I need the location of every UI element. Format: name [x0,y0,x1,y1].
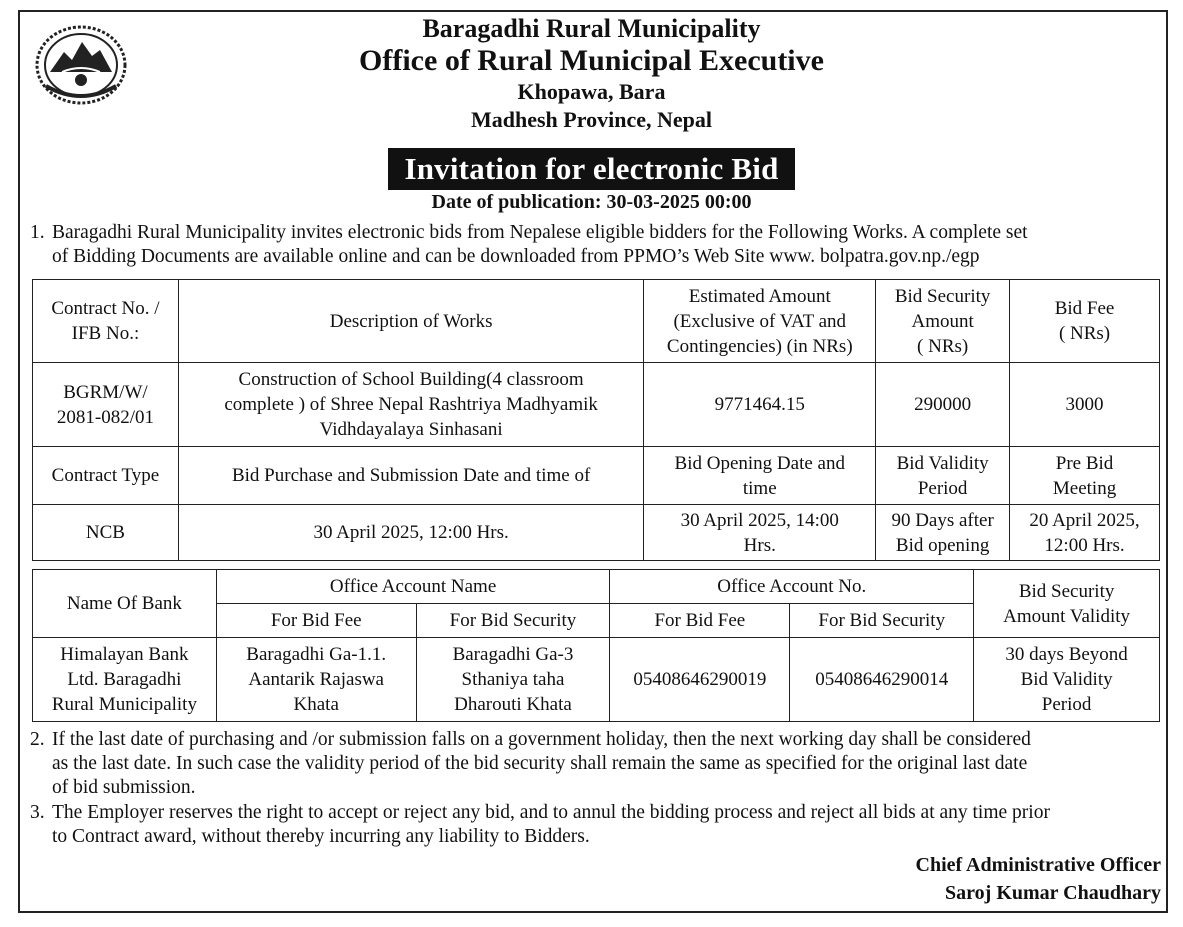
table-cell: 1. [30,222,45,243]
table-cell: If the last date of purchasing and /or submission falls on a government holiday, then the next working day shall be considered [52,729,1031,750]
table-cell: Amount [911,310,974,332]
signatory-name: Saroj Kumar Chaudhary [945,882,1161,904]
table-row [33,638,1160,722]
table-cell: 9771464.15 [644,363,876,447]
table-cell: 290000 [876,363,1010,447]
table-cell: 20 April 2025, [1029,509,1140,531]
table-cell [33,363,179,447]
table-cell: For Bid Fee [216,604,416,638]
table-cell: Bid Purchase and Submission Date and time of [178,447,643,505]
table-cell: Aantarik Rajaswa [248,669,384,690]
province-line: Madhesh Province, Nepal [471,107,712,132]
table-cell: Contract Type [33,447,179,505]
table-cell: Pre Bid [1055,452,1114,474]
table-cell: Name Of Bank [33,570,217,638]
table-cell [33,280,179,363]
municipality-name: Baragadhi Rural Municipality [422,14,761,43]
table-cell: Contract No. / [51,298,160,319]
clause-2 [30,728,1164,800]
table-cell: (Exclusive of VAT and [673,310,847,332]
table-cell: Bid Opening Date and [674,452,845,474]
table-cell: of bid submission. [52,777,196,798]
table-cell: Construction of School Building(4 classroom [238,369,584,390]
table-cell [876,280,1010,363]
table-cell [33,638,217,722]
table-cell [216,638,416,722]
table-cell: Bid Validity [1020,669,1113,690]
table-cell: 30 April 2025, 14:00 [680,509,839,531]
table-cell: Office Account Name [216,570,610,604]
table-cell: time [742,477,777,499]
table-cell [1010,447,1160,505]
table-cell: Description of Works [178,280,643,363]
table-cell: to Contract award, without thereby incurring any liability to Bidders. [52,826,590,847]
table-cell: 30 April 2025, 12:00 Hrs. [178,505,643,561]
table-cell: Vidhdayalaya Sinhasani [319,419,503,440]
table-cell: 05408646290019 [610,638,790,722]
table-row [33,280,1160,363]
office-name: Office of Rural Municipal Executive [359,44,824,77]
table-cell: 30 days Beyond [1005,644,1128,665]
table-cell: Bid Security [1018,580,1115,602]
table-cell: For Bid Security [416,604,610,638]
table-cell [644,447,876,505]
table-cell: Office Account No. [610,570,974,604]
table-cell: Bid opening [895,534,990,556]
table-cell [178,363,643,447]
table-cell: of Bidding Documents are available online and can be downloaded from PPMO’s Web Site www. bolpatra.gov.np./egp [52,246,980,267]
table-cell: Ltd. Baragadhi [67,669,182,690]
table-cell: 12:00 Hrs. [1044,534,1125,556]
table-row [33,570,1160,604]
table-cell: Bid Fee [1054,298,1115,319]
table-cell [1010,280,1160,363]
table-cell: complete ) of Shree Nepal Rashtriya Madhyamik [224,394,598,415]
signatory-title: Chief Administrative Officer [915,854,1161,876]
notice-title: Invitation for electronic Bid [388,148,794,190]
table-cell [974,638,1160,722]
table-cell: 05408646290014 [790,638,974,722]
notice-header [0,14,1183,134]
table-cell: IFB No.: [71,323,140,344]
table-cell: Amount Validity [1003,605,1131,627]
bank-table [32,569,1160,722]
table-cell: ( NRs) [917,335,969,357]
table-cell [416,638,610,722]
table-cell [876,505,1010,561]
clause-1 [30,221,1164,269]
table-cell [644,505,876,561]
table-cell: Sthaniya taha [461,669,565,690]
table-row [33,447,1160,505]
table-cell: 3000 [1010,363,1160,447]
clause-3 [30,801,1164,849]
table-row [33,505,1160,561]
table-cell: 2081-082/01 [56,406,154,428]
table-cell: Baragadhi Ga-1.1. [246,644,387,665]
table-cell: Estimated Amount [688,285,831,307]
table-cell: Dharouti Khata [454,694,572,715]
table-cell: Meeting [1052,477,1117,499]
table-cell: Period [917,477,968,499]
table-cell: Contingencies) (in NRs) [666,335,853,357]
table-cell: BGRM/W/ [63,381,148,403]
signature-block [761,851,1161,907]
table-cell: 2. [30,729,45,750]
table-cell: 3. [30,802,45,823]
publication-date: Date of publication: 30-03-2025 00:00 [431,191,752,213]
table-cell: NCB [33,505,179,561]
table-cell: The Employer reserves the right to accept or reject any bid, and to annul the bidding process and reject all bids at any time prior [52,802,1050,823]
table-cell: Bid Security [894,285,991,307]
table-cell [876,447,1010,505]
table-cell: For Bid Security [790,604,974,638]
works-table [32,279,1160,561]
table-cell: Himalayan Bank [60,644,189,665]
table-cell: Bid Validity [896,452,989,474]
table-cell [974,570,1160,638]
address-line: Khopawa, Bara [517,79,666,104]
table-row [33,363,1160,447]
table-cell [644,280,876,363]
table-cell [1010,505,1160,561]
table-cell: as the last date. In such case the validity period of the bid security shall remain the same as specified for the original last date [52,753,1028,774]
table-cell: Rural Municipality [51,694,197,715]
table-cell: Baragadhi Rural Municipality invites electronic bids from Nepalese eligible bidders for the Following Works. A complete set [52,222,1028,243]
table-cell: Period [1041,694,1092,715]
table-cell: ( NRs) [1058,323,1111,344]
table-cell: Khata [293,694,339,715]
table-cell: For Bid Fee [610,604,790,638]
table-cell: Hrs. [743,534,776,556]
table-cell: 90 Days after [891,509,994,531]
table-cell: Baragadhi Ga-3 [452,644,574,665]
